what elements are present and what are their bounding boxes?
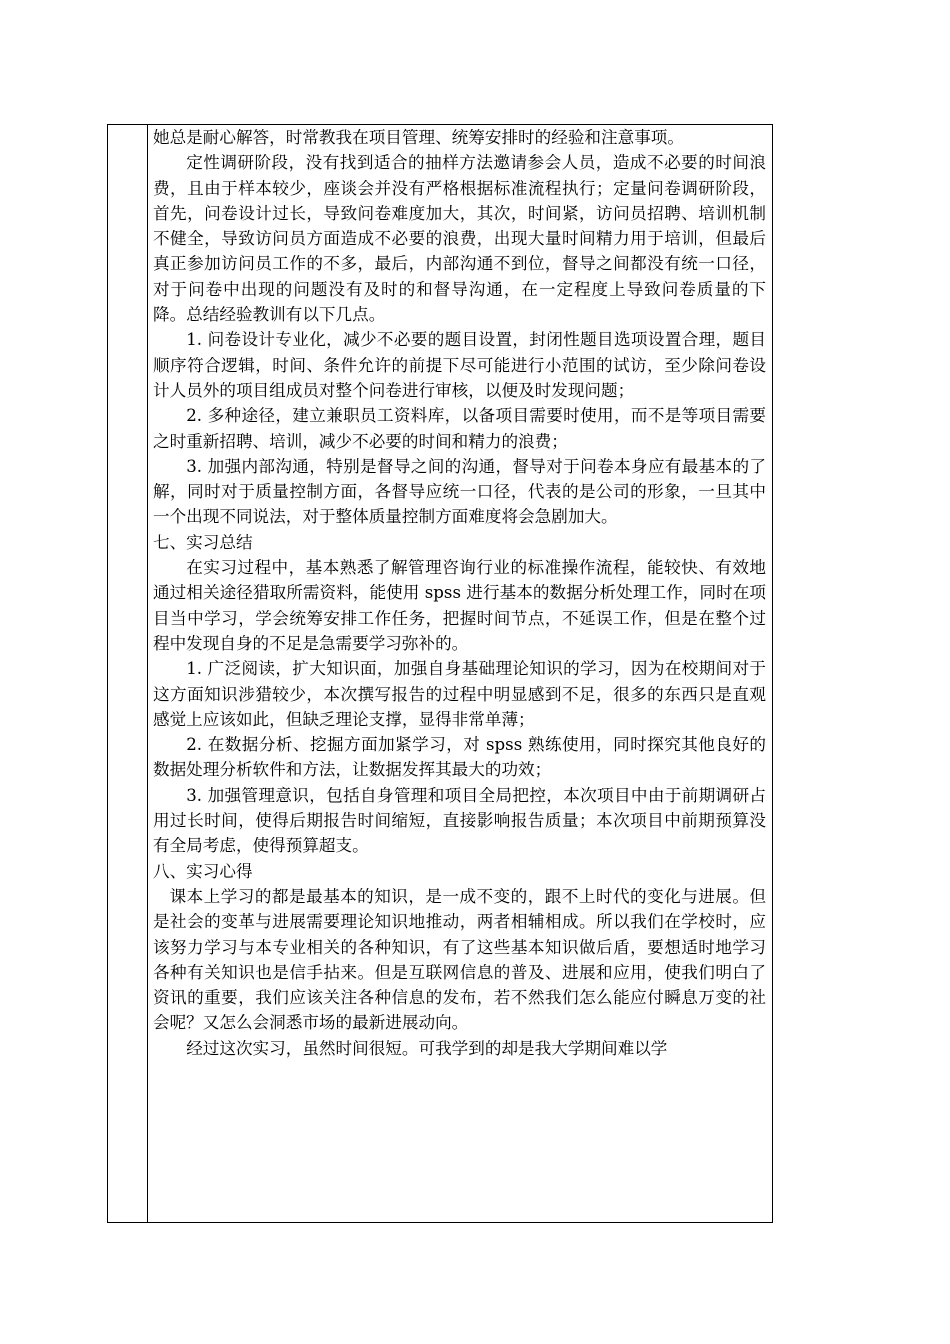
paragraph: 课本上学习的都是最基本的知识，是一成不变的，跟不上时代的变化与进展。但是社会的变革与进展需要理论知识地推动，两者相辅相成。所以我们在学校时，应该努力学习与本专业相关的各种知识，有了这些基本知识做后盾，要想适时地学习各种有关知识也是信手拈来。但是互联网信息的普及、进展和应用，使我们明白了资讯的重要，我们应该关注各种信息的发布，若不然我们怎么能应付瞬息万变的社会呢？又怎么会洞悉市场的最新进展动向。 [153,886,766,1033]
list-item: 1. 广泛阅读，扩大知识面，加强自身基础理论知识的学习，因为在校期间对于这方面知识涉猎较少，本次撰写报告的过程中明显感到不足，很多的东西只是直观感觉上应该如此，但缺乏理论支撑，显得非常单薄； [153,659,766,729]
list-item: 3. 加强管理意识，包括自身管理和项目全局把控，本次项目中由于前期调研占用过长时间，使得后期报告时间缩短，直接影响报告质量；本次项目中前期预算没有全局考虑，使得预算超支。 [153,785,766,856]
report-table [107,124,773,1223]
paragraph: 在实习过程中，基本熟悉了解管理咨询行业的标准操作流程，能较快、有效地通过相关途径猎取所需资料，能使用 spss 进行基本的数据分析处理工作，同时在项目当中学习，学会统筹安排工作任务，把握时间节点，不延误工作，但是在整个过程中发现自身的不足是急需要学习弥补的。 [153,558,766,653]
section-heading: 七、实习总结 [153,532,253,552]
section-heading: 八、实习心得 [153,861,253,881]
list-item: 3. 加强内部沟通，特别是督导之间的沟通，督导对于问卷本身应有最基本的了解，同时对于质量控制方面，各督导应统一口径，代表的是公司的形象，一旦其中一个出现不同说法，对于整体质量控制方面难度将会急剧加大。 [153,456,766,527]
list-item: 1. 问卷设计专业化，减少不必要的题目设置，封闭性题目选项设置合理，题目顺序符合逻辑，时间、条件允许的前提下尽可能进行小范围的试访，至少除问卷设计人员外的项目组成员对整个问卷进行审核，以便及时发现问题； [153,330,766,400]
paragraph: 定性调研阶段，没有找到适合的抽样方法邀请参会人员，造成不必要的时间浪费，且由于样本较少，座谈会并没有严格根据标准流程执行；定量问卷调研阶段，首先，问卷设计过长，导致问卷难度加大，其次，时间紧，访问员招聘、培训机制不健全，导致访问员方面造成不必要的浪费，出现大量时间精力用于培训，但最后真正参加访问员工作的不多，最后，内部沟通不到位，督导之间都没有统一口径，对于问卷中出现的问题没有及时的和督导沟通，在一定程度上导致问卷质量的下降。总结经验教训有以下几点。 [153,153,766,325]
list-item: 2. 多种途径，建立兼职员工资料库，以备项目需要时使用，而不是等项目需要之时重新招聘、培训，减少不必要的时间和精力的浪费； [153,406,766,451]
paragraph: 经过这次实习，虽然时间很短。可我学到的却是我大学期间难以学 [186,1038,668,1058]
content-cell [148,125,772,1222]
label-column [108,125,148,1222]
list-item: 2. 在数据分析、挖掘方面加紧学习，对 spss 熟练使用，同时探究其他良好的数据处理分析软件和方法，让数据发挥其最大的功效； [153,735,766,780]
paragraph: 她总是耐心解答，时常教我在项目管理、统筹安排时的经验和注意事项。 [153,128,684,147]
